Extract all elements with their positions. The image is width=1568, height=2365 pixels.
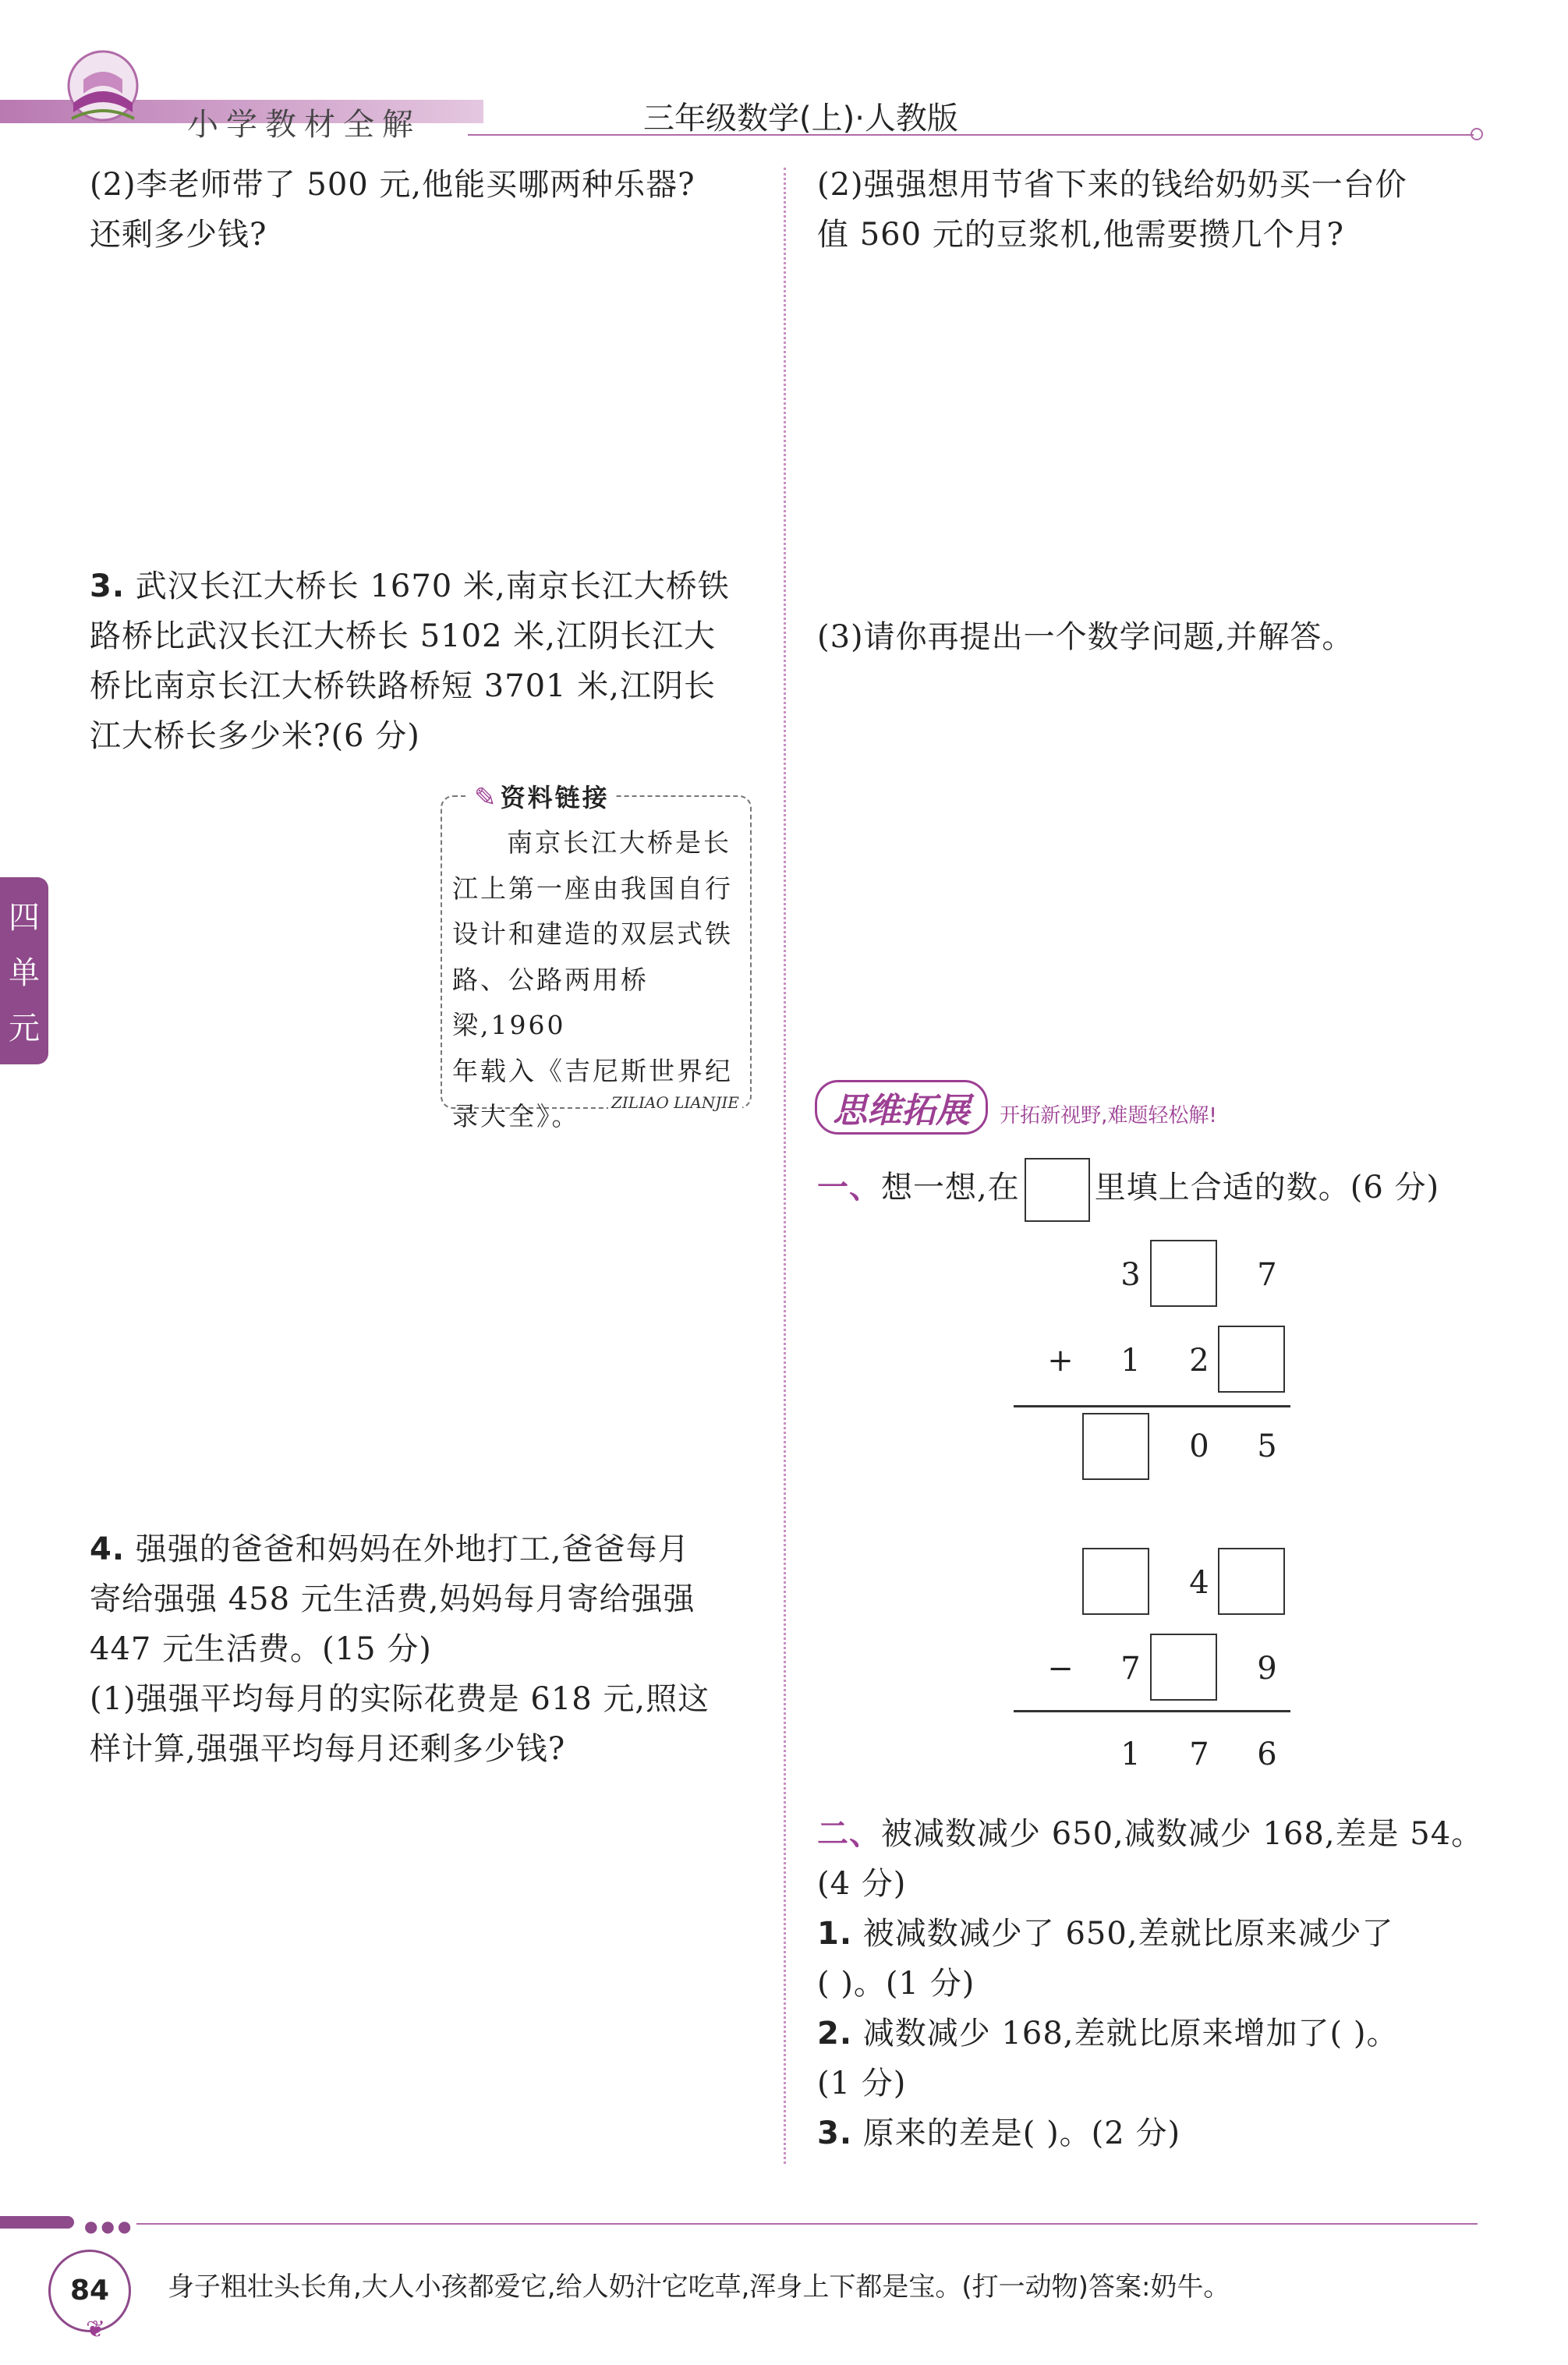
footer-riddle: 身子粗壮头长角,大人小孩都爱它,给人奶汁它吃草,浑身上下都是宝。(打一动物)答案:奶牛。 <box>168 2271 1230 2303</box>
header-end-dot <box>1471 128 1483 140</box>
header-underline <box>468 134 1474 136</box>
text-span: 武汉长江大桥长 1670 米,南京长江大桥铁 <box>135 568 730 604</box>
digit: 5 <box>1257 1429 1277 1464</box>
digit: 2 <box>1189 1343 1209 1379</box>
digit: 0 <box>1189 1429 1209 1464</box>
extension-slogan: 开拓新视野,难题轻松解! <box>1000 1104 1217 1128</box>
addition-problem <box>1006 1240 1302 1505</box>
text-line <box>817 1809 1483 1859</box>
text-line: 样计算,强强平均每月还剩多少钱? <box>90 1731 566 1767</box>
info-line: 录大全》。 <box>452 1101 580 1131</box>
digit: 7 <box>1120 1651 1141 1687</box>
info-title-text: 资料链接 <box>500 783 610 813</box>
text-line: 还剩多少钱? <box>90 217 267 253</box>
left-q4-text <box>90 1524 710 1774</box>
text-span: 被减数减少了 650,差就比原来减少了 <box>862 1916 1394 1952</box>
text-span: 里填上合适的数。(6 分) <box>1094 1170 1440 1206</box>
text-line: 寄给强强 458 元生活费,妈妈每月寄给强强 <box>90 1581 696 1617</box>
operator-sign: − <box>1047 1651 1074 1687</box>
text-line: (2)李老师带了 500 元,他能买哪两种乐器? <box>90 167 696 203</box>
question-number: 1. <box>817 1916 853 1952</box>
text-span: 原来的差是( )。(2 分) <box>862 2115 1181 2151</box>
unit-side-tab <box>0 877 48 1064</box>
text-line <box>817 2009 1483 2059</box>
difference-line <box>1014 1710 1290 1712</box>
right-q3-text: (3)请你再提出一个数学问题,并解答。 <box>817 619 1354 655</box>
side-tab-char: 四 <box>9 900 40 936</box>
column-divider <box>784 168 786 2164</box>
page-number: 84 <box>69 2275 110 2307</box>
info-link-title <box>468 778 616 814</box>
blank-box <box>1218 1548 1285 1615</box>
question-number: 4. <box>90 1531 126 1567</box>
book-logo-icon <box>56 48 150 134</box>
left-q2-text <box>90 160 696 260</box>
text-line: 447 元生活费。(15 分) <box>90 1631 432 1667</box>
digit: 9 <box>1257 1651 1277 1687</box>
header-book-title: 三年级数学(上)·人教版 <box>643 101 958 136</box>
part-number: 一、 <box>817 1170 881 1206</box>
blank-box <box>1218 1326 1285 1393</box>
text-line: (4 分) <box>817 1866 907 1902</box>
info-link-footer: ZILIAO LIANJIE <box>608 1093 742 1112</box>
text-line: (2)强强想用节省下来的钱给奶奶买一台价 <box>817 167 1407 203</box>
question-number: 3. <box>90 568 126 604</box>
extension-title: 思维拓展 <box>815 1080 988 1135</box>
left-q3-text <box>90 561 730 761</box>
part-number: 二、 <box>817 1816 881 1852</box>
text-line <box>817 2108 1483 2158</box>
part1-prompt <box>817 1158 1439 1222</box>
text-span: 想一想,在 <box>881 1170 1020 1206</box>
side-tab-char: 元 <box>9 1011 40 1046</box>
text-line <box>817 1909 1483 1959</box>
blank-box <box>1150 1634 1217 1701</box>
digit: 1 <box>1120 1737 1141 1772</box>
info-line: 江上第一座由我国自行 <box>452 873 733 904</box>
info-line: 路、公路两用桥梁,1960 <box>452 964 649 1040</box>
part2-text <box>817 1809 1483 2158</box>
question-number: 2. <box>817 2016 853 2052</box>
operator-sign: + <box>1047 1343 1074 1379</box>
text-line: (1 分) <box>817 2066 907 2101</box>
info-line: 年载入《吉尼斯世界纪 <box>452 1055 733 1086</box>
info-line: 南京长江大桥是长 <box>507 827 731 858</box>
footer-dots: ●●● <box>84 2217 135 2236</box>
leaf-icon: ❦ <box>86 2316 106 2343</box>
text-line <box>90 1524 710 1574</box>
footer-band <box>0 2216 74 2229</box>
digit: 3 <box>1120 1257 1141 1293</box>
text-line: ( )。(1 分) <box>817 1966 975 2002</box>
sum-line <box>1014 1405 1290 1407</box>
text-line: 桥比南京长江大桥铁路桥短 3701 米,江阴长 <box>90 668 716 704</box>
text-line <box>90 561 730 611</box>
right-q2-text <box>817 160 1407 260</box>
text-line: (1)强强平均每月的实际花费是 618 元,照这 <box>90 1681 710 1717</box>
blank-box <box>1082 1548 1149 1615</box>
text-line: 江大桥长多少米?(6 分) <box>90 718 420 754</box>
blank-box <box>1150 1240 1217 1307</box>
header-series-title: 小学教材全解 <box>187 107 421 143</box>
subtraction-problem <box>1006 1548 1302 1790</box>
info-line: 设计和建造的双层式铁 <box>452 919 733 949</box>
blank-box <box>1082 1413 1149 1480</box>
text-line: 路桥比武汉长江大桥长 5102 米,江阴长江大 <box>90 618 716 654</box>
digit: 7 <box>1189 1737 1209 1772</box>
header-logo <box>56 48 150 134</box>
digit: 7 <box>1257 1257 1277 1293</box>
text-span: 强强的爸爸和妈妈在外地打工,爸爸每月 <box>135 1531 690 1567</box>
side-tab-char: 单 <box>9 955 40 991</box>
text-span: 被减数减少 650,减数减少 168,差是 54。 <box>881 1816 1484 1852</box>
question-number: 3. <box>817 2115 853 2151</box>
digit: 4 <box>1189 1565 1209 1601</box>
answer-box <box>1025 1158 1090 1222</box>
digit: 1 <box>1120 1343 1141 1379</box>
footer-line <box>136 2223 1478 2225</box>
text-line: 值 560 元的豆浆机,他需要攒几个月? <box>817 217 1344 253</box>
digit: 6 <box>1257 1737 1277 1772</box>
text-span: 减数减少 168,差就比原来增加了( )。 <box>862 2016 1399 2052</box>
extension-banner <box>815 1080 1217 1135</box>
info-link-body <box>452 820 741 1140</box>
pen-icon: ✎ <box>474 782 497 813</box>
